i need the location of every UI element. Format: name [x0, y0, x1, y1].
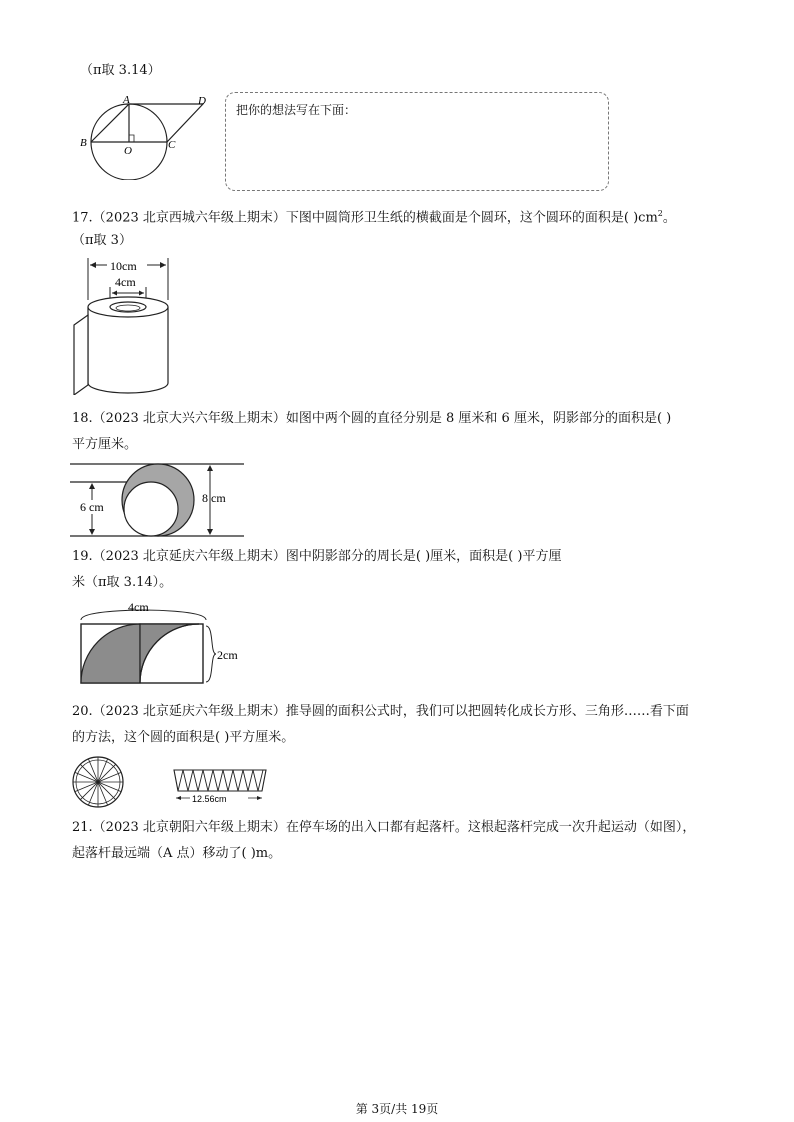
- answer-box[interactable]: [225, 92, 609, 191]
- label-c: C: [168, 139, 176, 151]
- q17-end: 。: [662, 210, 676, 226]
- answer-box-label: 把你的想法写在下面：: [236, 103, 357, 117]
- label-b: B: [80, 137, 87, 149]
- q20-line1: 20.（2023 北京延庆六年级上期末）推导圆的面积公式时，我们可以把圆转化成长方形、三角形……看下面: [72, 704, 689, 719]
- page-footer: 第 3页/共 19页: [355, 1102, 439, 1116]
- q19-line1: 19.（2023 北京延庆六年级上期末）图中阴影部分的周长是( )厘米，面积是( )平方厘: [72, 549, 562, 564]
- q18-line1: 18.（2023 北京大兴六年级上期末）如图中两个圆的直径分别是 8 厘米和 6 厘米，阴影部分的面积是( ): [72, 411, 672, 426]
- q21-line1: 21.（2023 北京朝阳六年级上期末）在停车场的出入口都有起落杆。这根起落杆完成一次升起运动（如图），: [72, 820, 696, 835]
- inner-diameter-label: 4cm: [115, 275, 136, 289]
- q19-line2: 米（π取 3.14）。: [72, 575, 173, 590]
- length-label: 12.56cm: [192, 794, 227, 804]
- q17-unit-sup: 2: [657, 209, 663, 218]
- width-label: 4cm: [128, 600, 149, 614]
- q20-line2: 的方法，这个圆的面积是( )平方厘米。: [72, 730, 295, 745]
- q17-text: [72, 205, 676, 227]
- q18-line2: 平方厘米。: [72, 437, 138, 452]
- q21-line2: 起落杆最远端（A 点）移动了( )m。: [72, 846, 282, 861]
- label-d: D: [198, 95, 206, 107]
- q18-two-circles-figure: [70, 460, 250, 540]
- q16-pi-note: （π取 3.14）: [80, 63, 161, 78]
- q17-pi-note: （π取 3）: [72, 233, 132, 248]
- q17-question: 17.（2023 北京西城六年级上期末）下图中圆筒形卫生纸的横截面是个圆环，这个圆环的面积是( )cm: [72, 210, 658, 226]
- q19-quarter-circles-figure: [78, 598, 248, 688]
- q16-circle-parallelogram-figure: [76, 90, 216, 180]
- label-a: A: [123, 94, 130, 106]
- outer-diameter-label: 10cm: [110, 259, 137, 273]
- small-diameter-label: 6 cm: [80, 500, 104, 514]
- q17-toilet-paper-figure: [70, 255, 180, 395]
- q20-rearranged-shape-figure: [170, 764, 276, 810]
- large-diameter-label: 8 cm: [202, 491, 226, 505]
- q20-circle-sectors-figure: [70, 754, 130, 810]
- label-o: O: [124, 145, 132, 157]
- height-label: 2cm: [217, 648, 238, 662]
